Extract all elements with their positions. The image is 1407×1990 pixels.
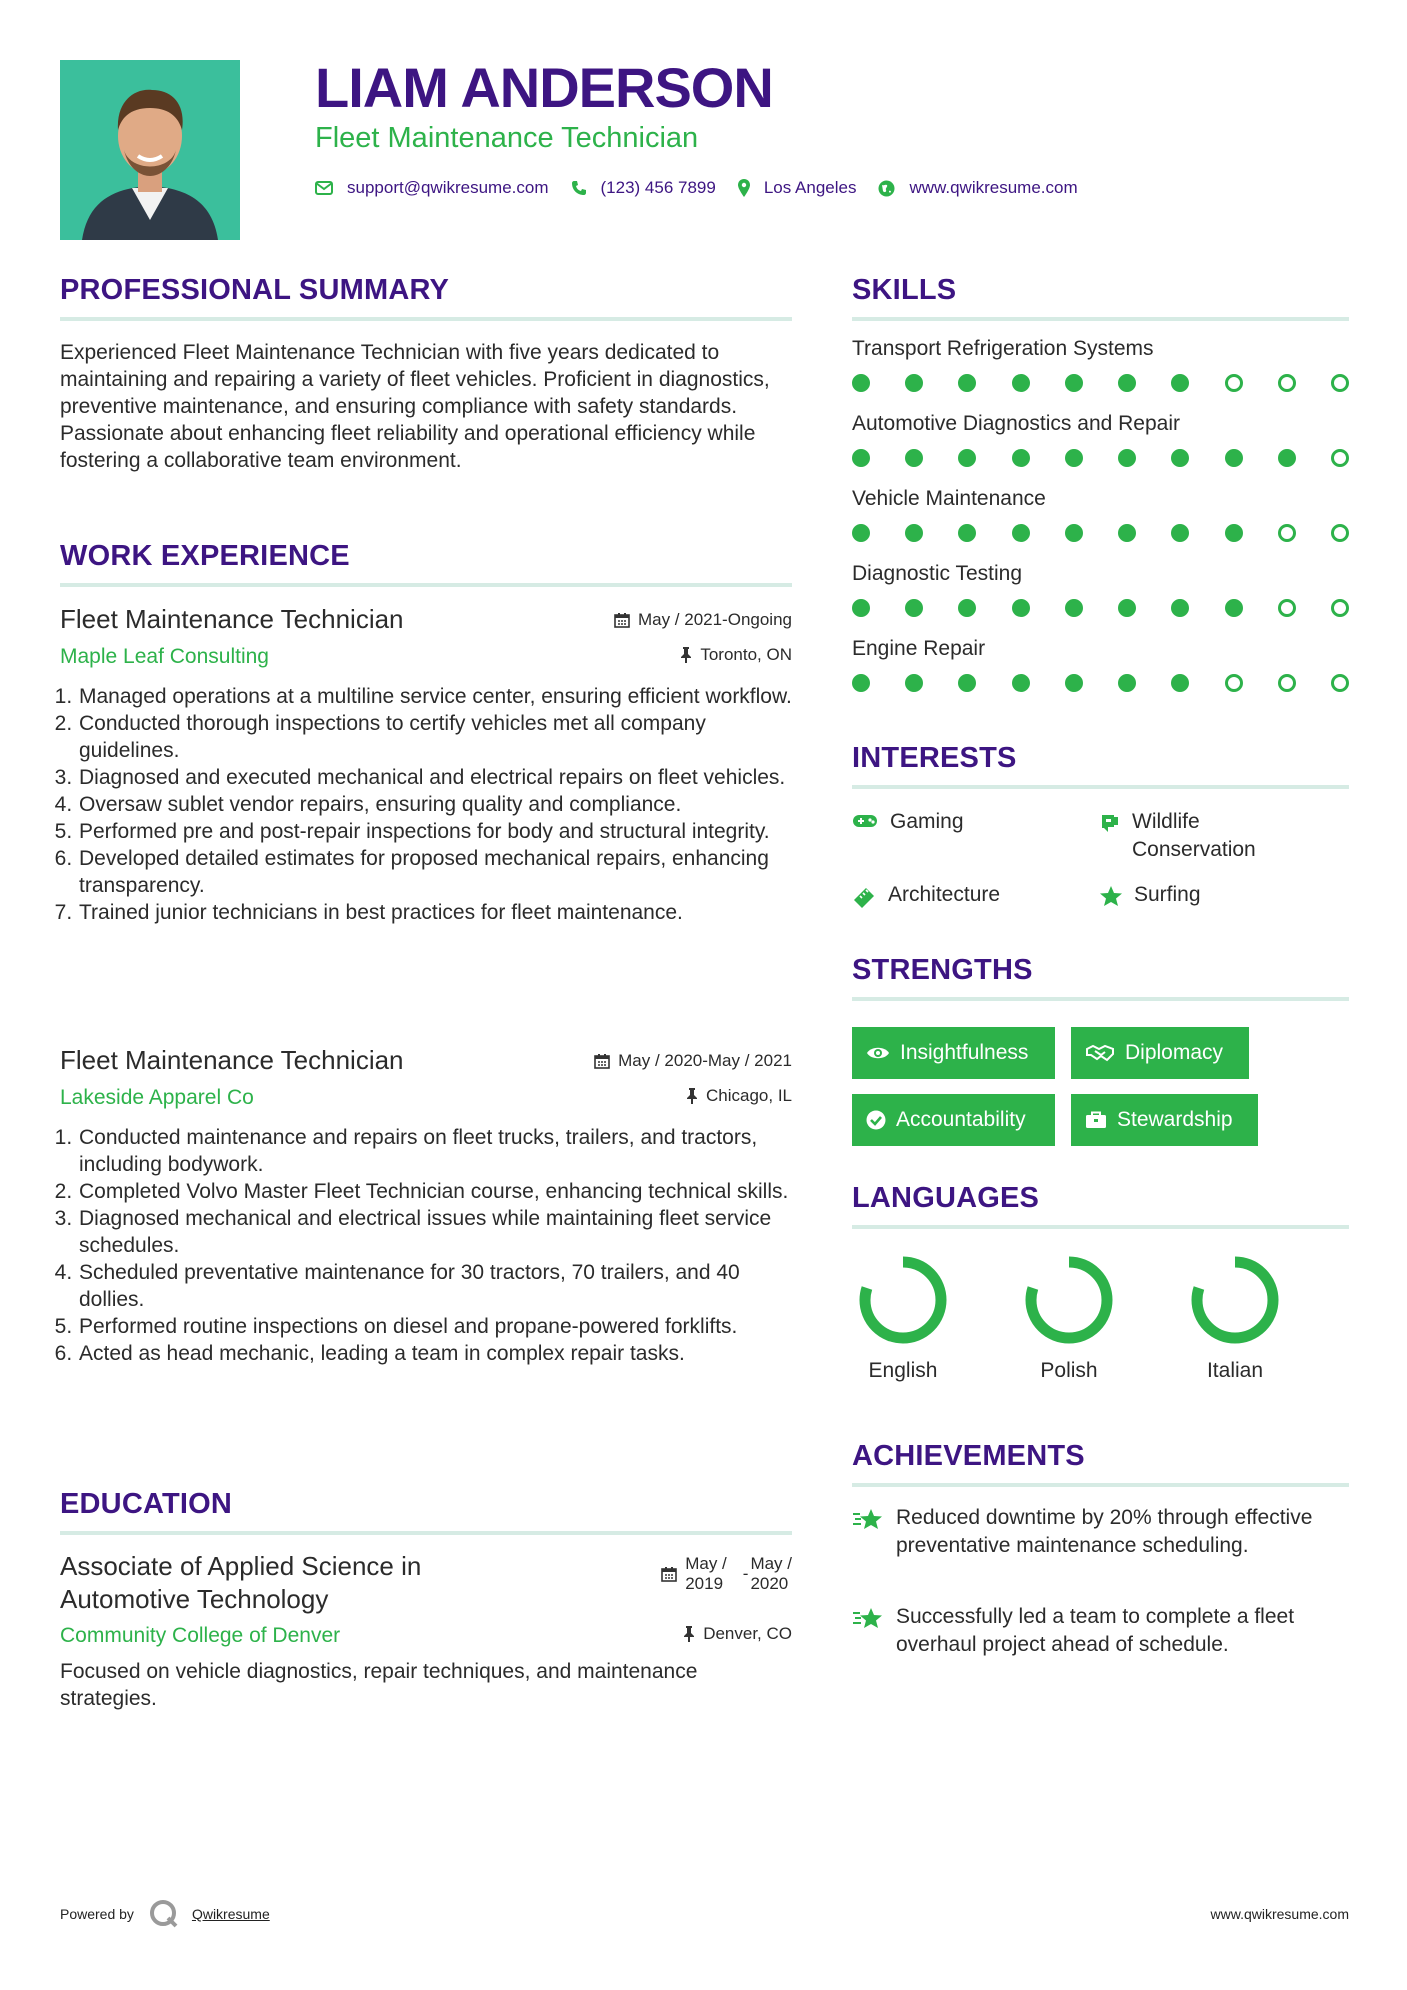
section-divider (852, 1225, 1349, 1229)
proficiency-arc (1031, 1262, 1107, 1338)
list-item: 4. Scheduled preventative maintenance for 30 tractors, 70 trailers, and 40 dollies. (78, 1259, 792, 1313)
skill-rating (852, 599, 1349, 617)
strength-label: Diplomacy (1125, 1041, 1224, 1064)
interest-wildlife (1100, 808, 1300, 864)
language-proficiency-ring (1021, 1252, 1117, 1348)
interest-gaming (852, 808, 964, 836)
date-separator: - (742, 1564, 749, 1583)
rating-dot-empty (1278, 599, 1296, 617)
rating-dot-filled (1225, 524, 1243, 542)
skill-item (852, 487, 1349, 542)
rating-dot-filled (1012, 674, 1030, 692)
degree-line: Associate of Applied Science in (60, 1551, 422, 1581)
shooting-star-icon (852, 1508, 884, 1532)
rating-dot-filled (1171, 449, 1189, 467)
rating-dot-filled (905, 449, 923, 467)
map-pin-icon (738, 179, 750, 197)
list-item: 7. Trained junior technicians in best practices for fleet maintenance. (78, 899, 792, 926)
rating-dot-filled (1012, 599, 1030, 617)
rating-dot-empty (1225, 374, 1243, 392)
handshake-icon (1085, 1044, 1115, 1062)
proficiency-arc (865, 1262, 941, 1338)
degree-line: Automotive Technology (60, 1584, 329, 1614)
section-divider (852, 997, 1349, 1001)
ruler-icon (852, 886, 876, 908)
achievement-item (852, 1603, 1349, 1659)
list-item: 6. Acted as head mechanic, leading a team in complex repair tasks. (78, 1340, 792, 1367)
interest-label: Surfing (1134, 883, 1201, 906)
person-avatar-icon (60, 60, 240, 240)
skill-item (852, 562, 1349, 617)
list-item: 3. Diagnosed mechanical and electrical issues while maintaining fleet service schedules. (78, 1205, 792, 1259)
phone-text: (123) 456 7899 (600, 178, 716, 197)
job-bullets (60, 683, 792, 926)
profile-photo (60, 60, 240, 240)
end-date (750, 1554, 792, 1594)
skill-name: Transport Refrigeration Systems (852, 337, 1154, 360)
section-divider (60, 1531, 792, 1535)
skill-name: Diagnostic Testing (852, 562, 1023, 585)
language-item (1180, 1252, 1290, 1383)
language-item (1014, 1252, 1124, 1383)
education-dates (661, 1554, 792, 1594)
rating-dot-filled (1012, 449, 1030, 467)
pushpin-icon (680, 647, 692, 663)
job-location-text: Toronto, ON (700, 645, 792, 664)
rating-dot-filled (1012, 524, 1030, 542)
skill-item (852, 412, 1349, 467)
rating-dot-filled (1278, 449, 1296, 467)
rating-dot-empty (1331, 374, 1349, 392)
rating-dot-filled (1225, 599, 1243, 617)
school-location (683, 1624, 792, 1644)
section-divider (852, 1483, 1349, 1487)
rating-dot-filled (1065, 674, 1083, 692)
skill-name: Vehicle Maintenance (852, 487, 1046, 510)
skill-name: Automotive Diagnostics and Repair (852, 412, 1181, 435)
job-location (680, 645, 792, 665)
strength-label: Accountability (896, 1108, 1026, 1131)
strength-badge (852, 1094, 1055, 1146)
footer-branding (60, 1898, 270, 1930)
school-location-text: Denver, CO (703, 1624, 792, 1643)
rating-dot-filled (905, 524, 923, 542)
rating-dot-empty (1278, 674, 1296, 692)
degree-title (60, 1550, 421, 1616)
company-name: Maple Leaf Consulting (60, 645, 269, 668)
list-item: 5. Performed pre and post-repair inspections for body and structural integrity. (78, 818, 792, 845)
rating-dot-empty (1331, 599, 1349, 617)
interest-label: Wildlife Conservation (1132, 810, 1256, 861)
achievement-text: Reduced downtime by 20% through effective preventative maintenance scheduling. (896, 1506, 1313, 1557)
strength-label: Stewardship (1117, 1108, 1233, 1131)
job-date (594, 1051, 792, 1071)
rating-dot-filled (1118, 599, 1136, 617)
interest-label: Gaming (890, 810, 964, 833)
section-divider (852, 317, 1349, 321)
language-proficiency-ring (855, 1252, 951, 1348)
rating-dot-filled (1171, 524, 1189, 542)
interests-heading: INTERESTS (852, 742, 1017, 774)
languages-heading: LANGUAGES (852, 1182, 1040, 1214)
school-name: Community College of Denver (60, 1624, 341, 1647)
list-item: 4. Oversaw sublet vendor repairs, ensuring quality and compliance. (78, 791, 792, 818)
candidate-role: Fleet Maintenance Technician (315, 122, 699, 154)
rating-dot-filled (1065, 524, 1083, 542)
website-text: www.qwikresume.com (909, 178, 1078, 197)
skills-section (852, 274, 1349, 712)
job-title: Fleet Maintenance Technician (60, 1045, 404, 1075)
job-title: Fleet Maintenance Technician (60, 604, 404, 634)
contact-email[interactable] (315, 178, 549, 198)
check-circle-icon (866, 1110, 886, 1130)
summary-section (60, 274, 792, 474)
job-date-text: May / 2020-May / 2021 (618, 1051, 792, 1070)
skill-item (852, 637, 1349, 692)
experience-heading: WORK EXPERIENCE (60, 540, 350, 572)
interests-section (852, 742, 1349, 789)
job-bullets (60, 1124, 792, 1367)
briefcase-icon (1085, 1111, 1107, 1129)
job-date (614, 610, 792, 630)
education-entry (60, 1550, 792, 1712)
summary-text: Experienced Fleet Maintenance Technician with five years dedicated to maintaining and repairing a variety of fleet vehicles. Proficient in diagnostics, preventive maintenance, and ensuring compliance with safety standards. Passionate about enhancing fleet reliability and operational efficiency while fostering a collaborative team environment. (60, 341, 770, 472)
phone-icon (571, 180, 587, 196)
candidate-name: LIAM ANDERSON (315, 56, 773, 119)
job-date-text: May / 2021-Ongoing (637, 610, 792, 629)
rating-dot-filled (958, 374, 976, 392)
location-text: Los Angeles (763, 178, 857, 197)
strength-badge (1071, 1027, 1249, 1079)
achievements-section (852, 1440, 1349, 1487)
list-item: 2. Completed Volvo Master Fleet Technician course, enhancing technical skills. (78, 1178, 792, 1205)
date-part: 2020 (750, 1574, 789, 1593)
tree-icon (1100, 813, 1120, 833)
rating-dot-empty (1331, 524, 1349, 542)
achievement-item (852, 1504, 1349, 1560)
list-item: 5. Performed routine inspections on diesel and propane-powered forklifts. (78, 1313, 792, 1340)
proficiency-arc (1197, 1262, 1273, 1338)
achievements-heading: ACHIEVEMENTS (852, 1440, 1085, 1472)
rating-dot-filled (852, 524, 870, 542)
qwikresume-logo-icon (148, 1898, 180, 1930)
footer-url[interactable]: www.qwikresume.com (1210, 1906, 1349, 1922)
eye-icon (866, 1045, 890, 1061)
skills-list (852, 337, 1349, 692)
language-label: English (868, 1359, 938, 1382)
job-location-text: Chicago, IL (706, 1086, 792, 1105)
strengths-section (852, 954, 1349, 1001)
rating-dot-filled (1065, 449, 1083, 467)
rating-dot-empty (1331, 674, 1349, 692)
rating-dot-filled (1118, 674, 1136, 692)
rating-dot-filled (958, 524, 976, 542)
job-entry (60, 1045, 792, 1367)
rating-dot-empty (1225, 674, 1243, 692)
skill-rating (852, 674, 1349, 692)
rating-dot-filled (958, 449, 976, 467)
brand-link[interactable]: Qwikresume (191, 1906, 270, 1922)
rating-dot-empty (1331, 449, 1349, 467)
rating-dot-filled (1118, 524, 1136, 542)
rating-dot-empty (1278, 374, 1296, 392)
envelope-icon (315, 181, 333, 195)
skill-name: Engine Repair (852, 637, 986, 660)
strength-badge (852, 1027, 1055, 1079)
strength-badge (1071, 1094, 1258, 1146)
calendar-icon (594, 1053, 610, 1069)
rating-dot-filled (905, 374, 923, 392)
list-item: 6. Developed detailed estimates for proposed mechanical repairs, enhancing transparency. (78, 845, 792, 899)
globe-icon (878, 180, 895, 197)
list-item: 3. Diagnosed and executed mechanical and electrical repairs on fleet vehicles. (78, 764, 792, 791)
company-name: Lakeside Apparel Co (60, 1086, 254, 1109)
rating-dot-filled (1225, 449, 1243, 467)
rating-dot-filled (852, 449, 870, 467)
experience-section (60, 540, 792, 587)
interest-label: Architecture (888, 883, 1001, 906)
rating-dot-filled (852, 599, 870, 617)
list-item: 2. Conducted thorough inspections to certify vehicles met all company guidelines. (78, 710, 792, 764)
contact-phone[interactable] (571, 178, 716, 198)
skills-heading: SKILLS (852, 274, 957, 306)
interest-surfing (1100, 881, 1201, 909)
pushpin-icon (686, 1088, 698, 1104)
rating-dot-filled (958, 674, 976, 692)
contact-location (738, 178, 857, 198)
languages-section (852, 1182, 1349, 1229)
list-item: 1. Managed operations at a multiline service center, ensuring efficient workflow. (78, 683, 792, 710)
skill-item (852, 337, 1349, 392)
email-text: support@qwikresume.com (347, 178, 549, 197)
achievement-text: Successfully led a team to complete a fleet overhaul project ahead of schedule. (896, 1605, 1295, 1656)
calendar-icon (614, 612, 630, 628)
section-divider (60, 317, 792, 321)
date-part: May / (685, 1554, 727, 1573)
rating-dot-filled (958, 599, 976, 617)
interest-architecture (852, 881, 1000, 909)
language-proficiency-ring (1187, 1252, 1283, 1348)
job-entry (60, 604, 792, 926)
shooting-star-icon (852, 1607, 884, 1631)
rating-dot-filled (1171, 599, 1189, 617)
skill-rating (852, 449, 1349, 467)
summary-heading: PROFESSIONAL SUMMARY (60, 274, 450, 306)
education-section (60, 1488, 792, 1535)
contact-website[interactable] (878, 178, 1077, 198)
skill-rating (852, 524, 1349, 542)
rating-dot-empty (1278, 524, 1296, 542)
rating-dot-filled (852, 674, 870, 692)
skill-rating (852, 374, 1349, 392)
rating-dot-filled (905, 599, 923, 617)
list-item: 1. Conducted maintenance and repairs on fleet trucks, trailers, and tractors, including bodywork. (78, 1124, 792, 1178)
language-item (848, 1252, 958, 1383)
rating-dot-filled (1012, 374, 1030, 392)
rating-dot-filled (1171, 374, 1189, 392)
calendar-icon (661, 1566, 677, 1582)
rating-dot-filled (1065, 599, 1083, 617)
rating-dot-filled (852, 374, 870, 392)
pushpin-icon (683, 1626, 695, 1642)
contact-bar (315, 178, 1100, 198)
rating-dot-filled (1118, 374, 1136, 392)
language-label: Polish (1040, 1359, 1098, 1382)
language-label: Italian (1206, 1359, 1264, 1382)
powered-by-text: Powered by (60, 1906, 134, 1922)
rating-dot-filled (1118, 449, 1136, 467)
rating-dot-filled (1065, 374, 1083, 392)
star-icon (1100, 886, 1122, 906)
date-part: 2019 (685, 1574, 724, 1593)
gamepad-icon (852, 813, 878, 829)
date-part: May / (750, 1554, 792, 1573)
education-heading: EDUCATION (60, 1488, 233, 1520)
strength-label: Insightfulness (900, 1041, 1029, 1064)
rating-dot-filled (1171, 674, 1189, 692)
rating-dot-filled (905, 674, 923, 692)
start-date (685, 1554, 727, 1594)
strengths-heading: STRENGTHS (852, 954, 1033, 986)
section-divider (852, 785, 1349, 789)
education-description: Focused on vehicle diagnostics, repair techniques, and maintenance strategies. (60, 1660, 698, 1710)
section-divider (60, 583, 792, 587)
job-location (686, 1086, 792, 1106)
